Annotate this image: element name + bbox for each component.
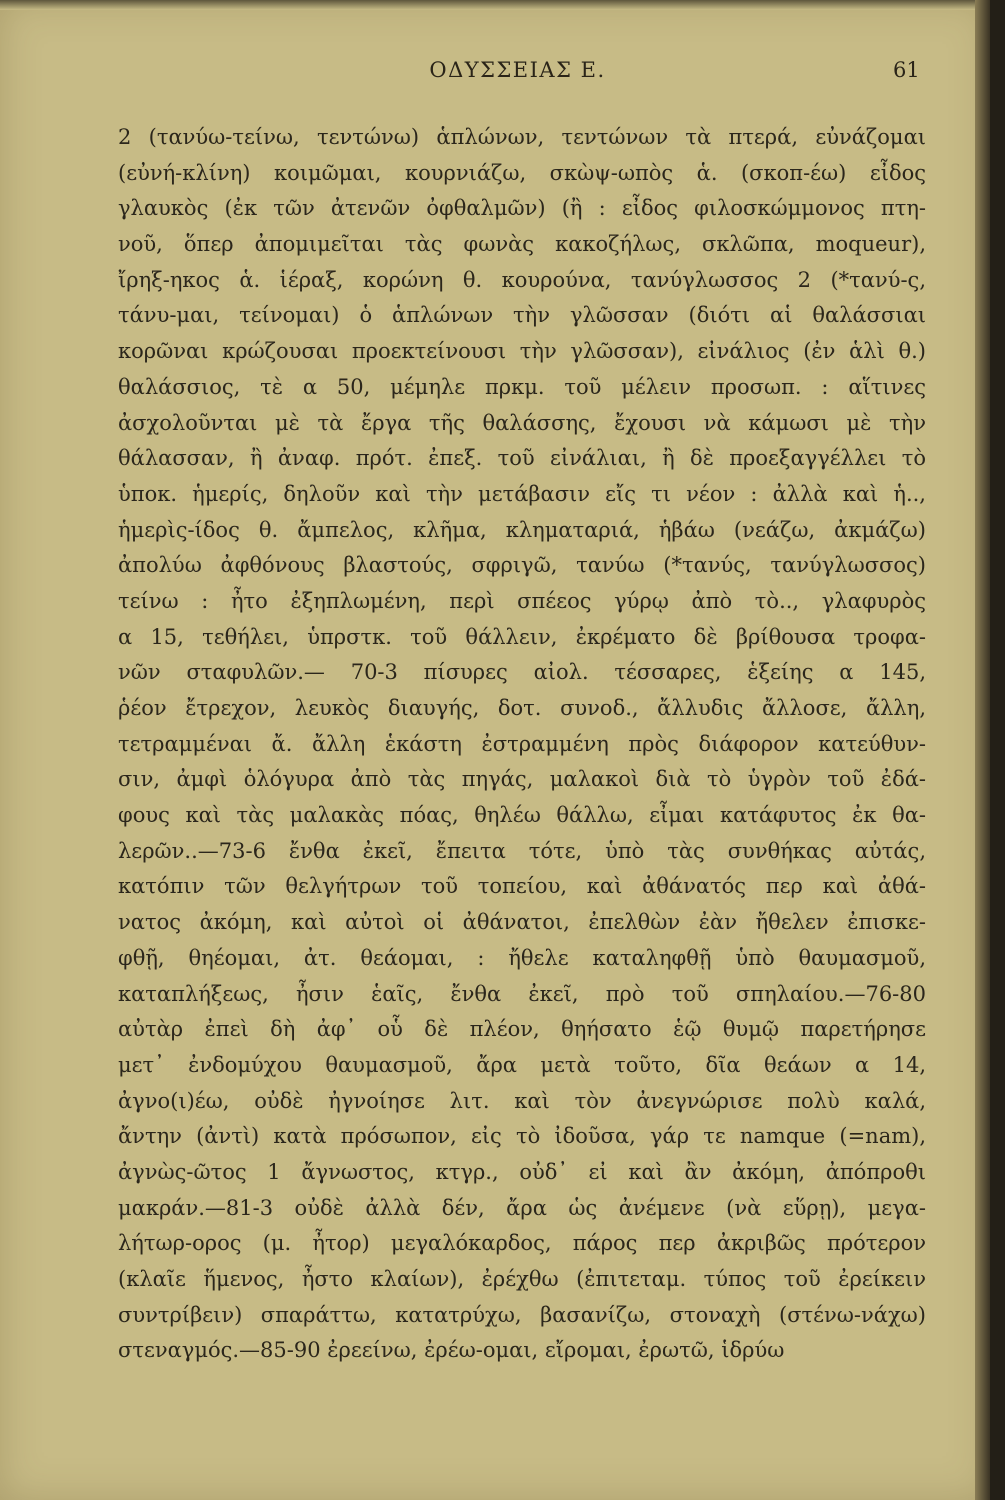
text-line: ὑποκ. ἡμερίς, δηλοῦν καὶ τὴν μετάβασιν εἴς τι νέον : ἀλλὰ καὶ ἡ..,	[118, 481, 926, 506]
text-line: τείνω : ἦτο ἐξηπλωμένη, περὶ σπέεος γύρῳ ἀπὸ τὸ.., γλαφυρὸς	[118, 588, 926, 613]
text-line: ἀγνὼς-ῶτος 1 ἄγνωστος, κτγρ., οὐδ᾽ εἰ καὶ ἂν ἀκόμη, ἀπόπροθι	[118, 1159, 926, 1184]
text-line: συντρίβειν) σπαράττω, κατατρύχω, βασανίζω, στοναχὴ (στένω-νάχω)	[118, 1302, 926, 1327]
text-line: γλαυκὸς (ἐκ τῶν ἀτενῶν ὀφθαλμῶν) (ἢ : εἶδος φιλοσκώμμονος πτη-	[118, 196, 926, 221]
text-line: μετ᾽ ἐνδομύχου θαυμασμοῦ, ἄρα μετὰ τοῦτο, δῖα θεάων α 14,	[118, 1052, 926, 1077]
text-line: α 15, τεθήλει, ὑπρστκ. τοῦ θάλλειν, ἐκρέματο δὲ βρίθουσα τροφα-	[118, 624, 926, 649]
text-line: καταπλήξεως, ἦσιν ἑαῖς, ἔνθα ἐκεῖ, πρὸ τοῦ σπηλαίου.—76-80	[118, 981, 926, 1006]
text-line: φους καὶ τὰς μαλακὰς πόας, θηλέω θάλλω, εἶμαι κατάφυτος ἐκ θα-	[118, 803, 926, 828]
text-line: ἀγνο(ι)έω, οὐδὲ ἠγνοίησε λιτ. καὶ τὸν ἀνεγνώρισε πολὺ καλά,	[118, 1088, 926, 1113]
text-line: νατος ἀκόμη, καὶ αὐτοὶ οἱ ἀθάνατοι, ἐπελθὼν ἐὰν ἤθελεν ἐπισκε-	[118, 910, 926, 935]
text-line: λήτωρ-ορος (μ. ἦτορ) μεγαλόκαρδος, πάρος περ ἀκριβῶς πρότερον	[118, 1231, 926, 1256]
text-line: ἄντην (ἀντὶ) κατὰ πρόσωπον, εἰς τὸ ἰδοῦσα, γάρ τε namque (=nam),	[118, 1124, 926, 1149]
page-edge-shadow	[975, 0, 990, 1500]
text-line: κορῶναι κρώζουσαι προεκτείνουσι τὴν γλῶσσαν), εἰνάλιος (ἐν ἁλὶ θ.)	[118, 339, 926, 364]
text-line: ἴρηξ-ηκος ἁ. ἱέραξ, κορώνη θ. κουρούνα, τανύγλωσσος 2 (*τανύ-ς,	[118, 267, 926, 292]
text-line: (εὐνή-κλίνη) κοιμῶμαι, κουρνιάζω, σκὼψ-ωπὸς ἁ. (σκοπ-έω) εἶδος	[118, 160, 926, 185]
text-line: ἀσχολοῦνται μὲ τὰ ἔργα τῆς θαλάσσης, ἔχουσι νὰ κάμωσι μὲ τὴν	[118, 410, 926, 435]
text-line: τάνυ-μαι, τείνομαι) ὁ ἁπλώνων τὴν γλῶσσαν (διότι αἱ θαλάσσιαι	[118, 303, 926, 328]
text-line: αὐτὰρ ἐπεὶ δὴ ἀφ᾽ οὗ δὲ πλέον, θηήσατο ἑῷ θυμῷ παρετήρησε	[118, 1017, 926, 1042]
page-top-shadow	[0, 0, 990, 10]
text-line: φθῇ, θηέομαι, ἀτ. θεάομαι, : ἤθελε καταληφθῇ ὑπὸ θαυμασμοῦ,	[118, 945, 926, 970]
text-line: ἀπολύω ἀφθόνους βλαστούς, σφριγῶ, τανύω (*τανύς, τανύγλωσσος)	[118, 553, 926, 578]
text-line: θαλάσσιος, τὲ α 50, μέμηλε πρκμ. τοῦ μέλειν προσωπ. : αἵτινες	[118, 374, 926, 399]
running-header	[0, 58, 990, 90]
text-line: ῥέον ἔτρεχον, λευκὸς διαυγής, δοτ. συνοδ., ἄλλυδις ἄλλοσε, ἄλλη,	[118, 696, 926, 720]
text-line: νῶν σταφυλῶν.— 70-3 πίσυρες αἰολ. τέσσαρες, ἑξείης α 145,	[118, 660, 926, 685]
text-line: μακράν.—81-3 οὐδὲ ἀλλὰ δέν, ἄρα ὡς ἀνέμενε (νὰ εὕρῃ), μεγα-	[118, 1195, 926, 1220]
page-number: 61	[893, 58, 920, 82]
text-line: (κλαῖε ἥμενος, ἦστο κλαίων), ἐρέχθω (ἐπιτεταμ. τύπος τοῦ ἐρείκειν	[118, 1267, 926, 1291]
header-title: ΟΔΥΣΣΕΙΑΣ Ε.	[429, 58, 606, 82]
text-line: 2 (τανύω-τείνω, τεντώνω) ἁπλώνων, τεντώνων τὰ πτερά, εὐνάζομαι	[118, 125, 926, 149]
commentary-text	[118, 120, 926, 1369]
text-line: θάλασσαν, ἢ ἀναφ. πρότ. ἐπεξ. τοῦ εἰνάλιαι, ἢ δὲ προεξαγγέλλει τὸ	[118, 446, 926, 471]
text-line: ἡμερὶς-ίδος θ. ἄμπελος, κλῆμα, κληματαριά, ἡβάω (νεάζω, ἀκμάζω)	[118, 517, 926, 542]
text-line: τετραμμέναι ἄ. ἄλλη ἑκάστη ἐστραμμένη πρὸς διάφορον κατεύθυν-	[118, 731, 926, 756]
text-line: λερῶν..—73-6 ἔνθα ἐκεῖ, ἔπειτα τότε, ὑπὸ τὰς συνθήκας αὐτάς,	[118, 838, 926, 863]
text-line: κατόπιν τῶν θελγήτρων τοῦ τοπείου, καὶ ἀθάνατός περ καὶ ἀθά-	[118, 874, 926, 899]
text-line: νοῦ, ὅπερ ἀπομιμεῖται τὰς φωνὰς κακοζήλως, σκλῶπα, moqueur),	[118, 232, 926, 257]
text-line: σιν, ἀμφὶ ὁλόγυρα ἀπὸ τὰς πηγάς, μαλακοὶ διὰ τὸ ὑγρὸν τοῦ ἐδά-	[118, 767, 926, 792]
text-line: στεναγμός.—85-90 ἐρεείνω, ἐρέω-ομαι, εἴρομαι, ἐρωτῶ, ἱδρύω	[118, 1338, 785, 1363]
